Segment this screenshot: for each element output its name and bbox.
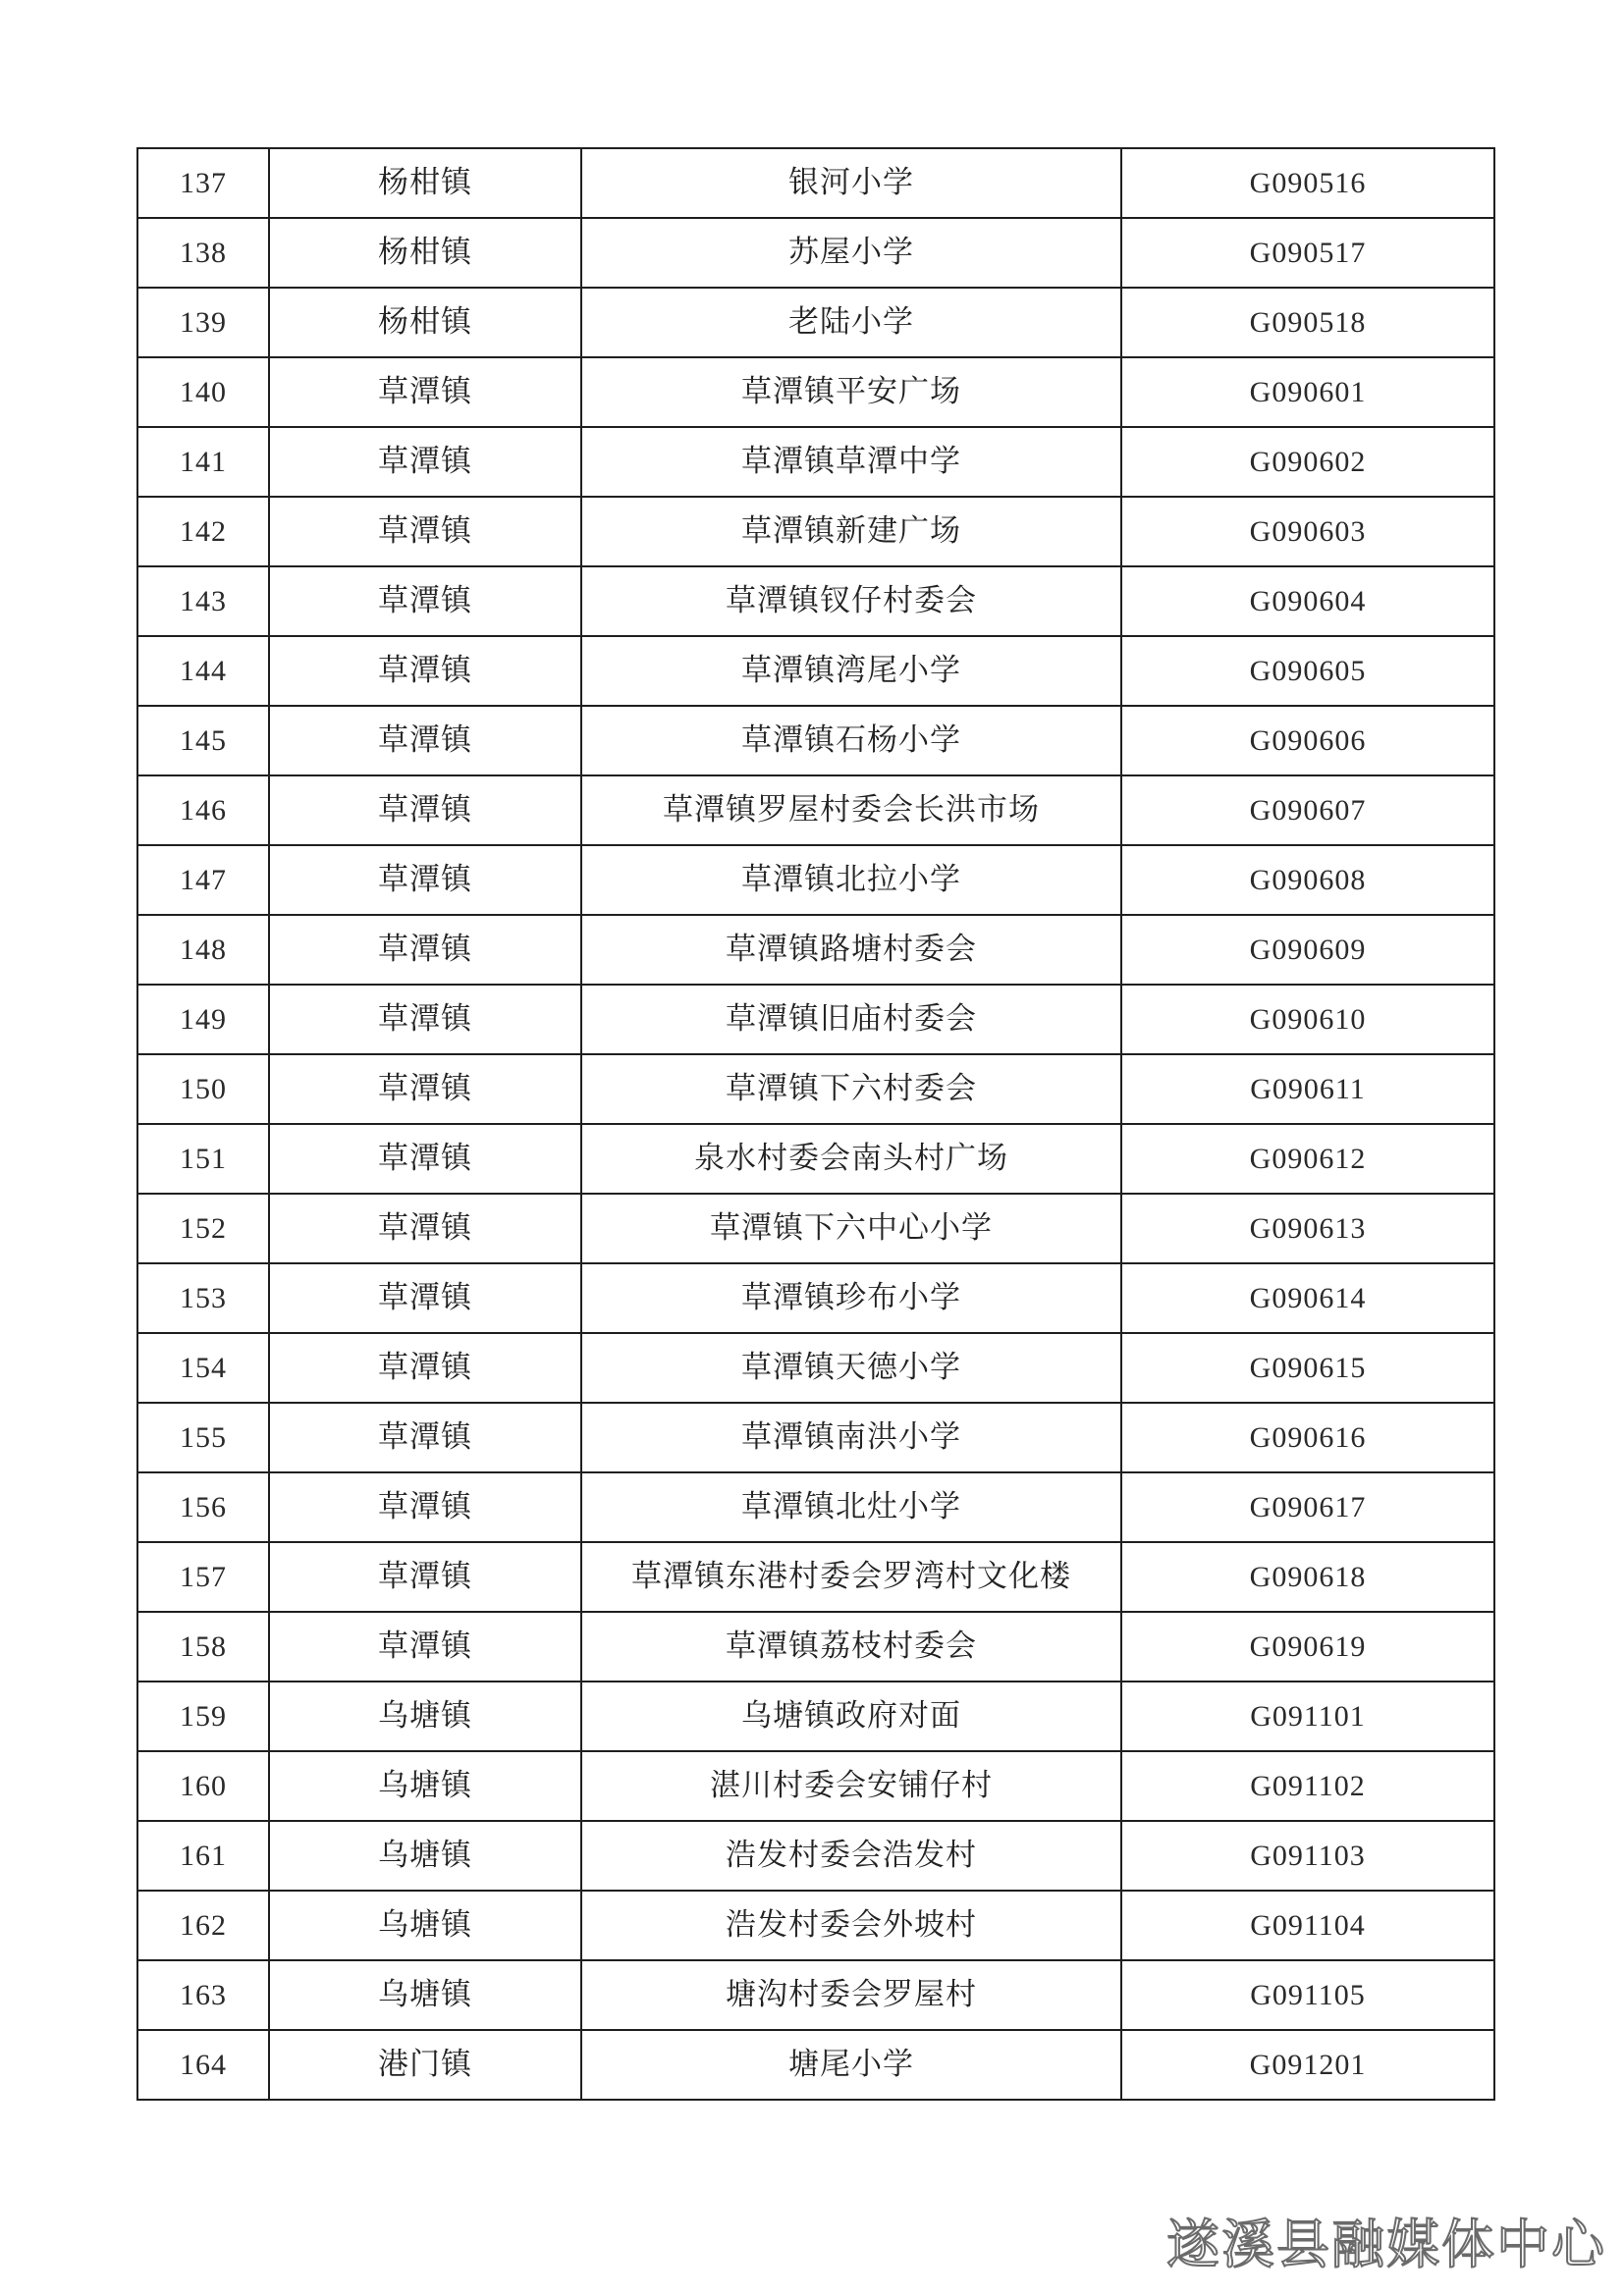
site-code-cell: G091102 <box>1121 1751 1494 1821</box>
town-cell: 草潭镇 <box>269 357 581 427</box>
site-name-cell: 草潭镇新建广场 <box>581 497 1121 566</box>
site-code-cell: G090617 <box>1121 1472 1494 1542</box>
row-number-cell: 143 <box>137 566 269 636</box>
table-row <box>137 1403 1494 1472</box>
site-name-cell: 浩发村委会外坡村 <box>581 1891 1121 1960</box>
row-number-cell: 152 <box>137 1194 269 1263</box>
row-number-cell: 144 <box>137 636 269 706</box>
table-row <box>137 566 1494 636</box>
watermark-logo: 遂溪县融媒体中心 <box>1166 2214 1606 2275</box>
table-row <box>137 1054 1494 1124</box>
site-table <box>136 147 1495 2101</box>
site-code-cell: G090602 <box>1121 427 1494 497</box>
site-code-cell: G090601 <box>1121 357 1494 427</box>
row-number-cell: 150 <box>137 1054 269 1124</box>
row-number-cell: 147 <box>137 845 269 915</box>
town-cell: 乌塘镇 <box>269 1751 581 1821</box>
table-row <box>137 636 1494 706</box>
table-row <box>137 1333 1494 1403</box>
site-name-cell: 塘沟村委会罗屋村 <box>581 1960 1121 2030</box>
site-code-cell: G090606 <box>1121 706 1494 775</box>
site-code-cell: G090603 <box>1121 497 1494 566</box>
row-number-cell: 142 <box>137 497 269 566</box>
row-number-cell: 164 <box>137 2030 269 2100</box>
town-cell: 草潭镇 <box>269 1542 581 1612</box>
town-cell: 乌塘镇 <box>269 1960 581 2030</box>
town-cell: 杨柑镇 <box>269 148 581 218</box>
row-number-cell: 145 <box>137 706 269 775</box>
row-number-cell: 140 <box>137 357 269 427</box>
table-row <box>137 1612 1494 1682</box>
table-row <box>137 427 1494 497</box>
row-number-cell: 155 <box>137 1403 269 1472</box>
town-cell: 草潭镇 <box>269 845 581 915</box>
table-row <box>137 288 1494 357</box>
town-cell: 草潭镇 <box>269 1124 581 1194</box>
site-code-cell: G090607 <box>1121 775 1494 845</box>
row-number-cell: 159 <box>137 1682 269 1751</box>
site-code-cell: G090605 <box>1121 636 1494 706</box>
row-number-cell: 160 <box>137 1751 269 1821</box>
row-number-cell: 162 <box>137 1891 269 1960</box>
row-number-cell: 141 <box>137 427 269 497</box>
town-cell: 草潭镇 <box>269 1263 581 1333</box>
site-name-cell: 草潭镇荔枝村委会 <box>581 1612 1121 1682</box>
row-number-cell: 154 <box>137 1333 269 1403</box>
table-row <box>137 775 1494 845</box>
table-row <box>137 1682 1494 1751</box>
table-body <box>137 148 1494 2100</box>
site-code-cell: G090616 <box>1121 1403 1494 1472</box>
town-cell: 乌塘镇 <box>269 1682 581 1751</box>
town-cell: 草潭镇 <box>269 1333 581 1403</box>
row-number-cell: 163 <box>137 1960 269 2030</box>
site-code-cell: G091201 <box>1121 2030 1494 2100</box>
row-number-cell: 151 <box>137 1124 269 1194</box>
site-name-cell: 乌塘镇政府对面 <box>581 1682 1121 1751</box>
site-name-cell: 草潭镇下六村委会 <box>581 1054 1121 1124</box>
site-code-cell: G091103 <box>1121 1821 1494 1891</box>
row-number-cell: 137 <box>137 148 269 218</box>
site-code-cell: G090619 <box>1121 1612 1494 1682</box>
town-cell: 乌塘镇 <box>269 1891 581 1960</box>
site-code-cell: G090609 <box>1121 915 1494 985</box>
site-name-cell: 草潭镇南洪小学 <box>581 1403 1121 1472</box>
town-cell: 乌塘镇 <box>269 1821 581 1891</box>
site-name-cell: 银河小学 <box>581 148 1121 218</box>
row-number-cell: 139 <box>137 288 269 357</box>
site-code-cell: G090613 <box>1121 1194 1494 1263</box>
site-code-cell: G091101 <box>1121 1682 1494 1751</box>
table-row <box>137 1542 1494 1612</box>
town-cell: 草潭镇 <box>269 706 581 775</box>
site-name-cell: 草潭镇平安广场 <box>581 357 1121 427</box>
table-row <box>137 1124 1494 1194</box>
town-cell: 草潭镇 <box>269 1403 581 1472</box>
town-cell: 杨柑镇 <box>269 218 581 288</box>
table-row <box>137 357 1494 427</box>
site-name-cell: 泉水村委会南头村广场 <box>581 1124 1121 1194</box>
site-name-cell: 草潭镇路塘村委会 <box>581 915 1121 985</box>
site-name-cell: 浩发村委会浩发村 <box>581 1821 1121 1891</box>
site-code-cell: G090612 <box>1121 1124 1494 1194</box>
row-number-cell: 148 <box>137 915 269 985</box>
row-number-cell: 149 <box>137 985 269 1054</box>
row-number-cell: 158 <box>137 1612 269 1682</box>
site-name-cell: 草潭镇罗屋村委会长洪市场 <box>581 775 1121 845</box>
table-row <box>137 497 1494 566</box>
site-code-cell: G090608 <box>1121 845 1494 915</box>
site-code-cell: G090518 <box>1121 288 1494 357</box>
town-cell: 草潭镇 <box>269 427 581 497</box>
row-number-cell: 138 <box>137 218 269 288</box>
table-row <box>137 845 1494 915</box>
site-name-cell: 塘尾小学 <box>581 2030 1121 2100</box>
site-code-cell: G091104 <box>1121 1891 1494 1960</box>
town-cell: 草潭镇 <box>269 1612 581 1682</box>
town-cell: 草潭镇 <box>269 1194 581 1263</box>
town-cell: 港门镇 <box>269 2030 581 2100</box>
site-name-cell: 草潭镇东港村委会罗湾村文化楼 <box>581 1542 1121 1612</box>
town-cell: 草潭镇 <box>269 915 581 985</box>
table-row <box>137 1891 1494 1960</box>
table-row <box>137 1194 1494 1263</box>
site-name-cell: 草潭镇湾尾小学 <box>581 636 1121 706</box>
site-name-cell: 苏屋小学 <box>581 218 1121 288</box>
site-code-cell: G090516 <box>1121 148 1494 218</box>
table-row <box>137 1472 1494 1542</box>
site-name-cell: 草潭镇草潭中学 <box>581 427 1121 497</box>
site-name-cell: 草潭镇旧庙村委会 <box>581 985 1121 1054</box>
row-number-cell: 157 <box>137 1542 269 1612</box>
site-code-cell: G090610 <box>1121 985 1494 1054</box>
town-cell: 草潭镇 <box>269 1054 581 1124</box>
site-name-cell: 草潭镇珍布小学 <box>581 1263 1121 1333</box>
table-row <box>137 915 1494 985</box>
town-cell: 草潭镇 <box>269 497 581 566</box>
table-row <box>137 148 1494 218</box>
row-number-cell: 161 <box>137 1821 269 1891</box>
table-row <box>137 218 1494 288</box>
row-number-cell: 156 <box>137 1472 269 1542</box>
town-cell: 草潭镇 <box>269 985 581 1054</box>
site-name-cell: 湛川村委会安铺仔村 <box>581 1751 1121 1821</box>
site-code-cell: G090614 <box>1121 1263 1494 1333</box>
town-cell: 杨柑镇 <box>269 288 581 357</box>
site-name-cell: 草潭镇石杨小学 <box>581 706 1121 775</box>
site-code-cell: G090517 <box>1121 218 1494 288</box>
site-name-cell: 草潭镇北灶小学 <box>581 1472 1121 1542</box>
town-cell: 草潭镇 <box>269 1472 581 1542</box>
table-row <box>137 2030 1494 2100</box>
table-row <box>137 706 1494 775</box>
site-name-cell: 草潭镇钗仔村委会 <box>581 566 1121 636</box>
town-cell: 草潭镇 <box>269 566 581 636</box>
site-code-cell: G090618 <box>1121 1542 1494 1612</box>
table-row <box>137 985 1494 1054</box>
site-code-cell: G091105 <box>1121 1960 1494 2030</box>
table-row <box>137 1960 1494 2030</box>
table-row <box>137 1821 1494 1891</box>
site-name-cell: 草潭镇下六中心小学 <box>581 1194 1121 1263</box>
town-cell: 草潭镇 <box>269 636 581 706</box>
site-name-cell: 草潭镇北拉小学 <box>581 845 1121 915</box>
site-code-cell: G090611 <box>1121 1054 1494 1124</box>
site-name-cell: 老陆小学 <box>581 288 1121 357</box>
site-code-cell: G090604 <box>1121 566 1494 636</box>
site-name-cell: 草潭镇天德小学 <box>581 1333 1121 1403</box>
row-number-cell: 146 <box>137 775 269 845</box>
town-cell: 草潭镇 <box>269 775 581 845</box>
table-row <box>137 1263 1494 1333</box>
site-code-cell: G090615 <box>1121 1333 1494 1403</box>
table-row <box>137 1751 1494 1821</box>
row-number-cell: 153 <box>137 1263 269 1333</box>
